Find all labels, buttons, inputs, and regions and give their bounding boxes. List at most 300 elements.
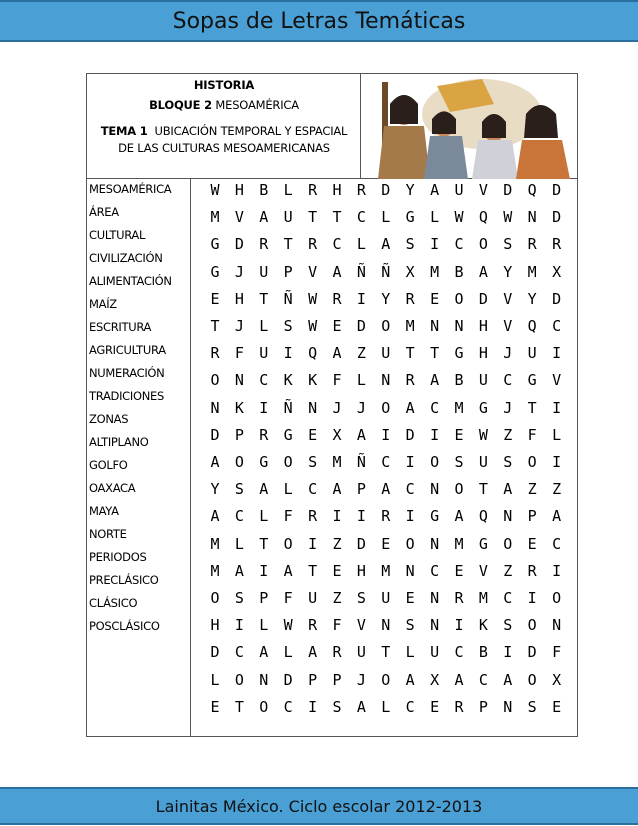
grid-letter[interactable]: B — [454, 262, 464, 281]
grid-letter[interactable]: R — [405, 371, 415, 390]
grid-letter[interactable]: J — [503, 398, 513, 417]
grid-letter[interactable]: T — [259, 289, 269, 308]
grid-letter[interactable]: H — [210, 616, 220, 635]
grid-letter[interactable]: J — [503, 344, 513, 363]
grid-letter[interactable]: D — [283, 670, 293, 689]
grid-letter[interactable]: L — [283, 181, 293, 199]
grid-letter[interactable]: T — [259, 534, 269, 553]
grid-letter[interactable]: E — [552, 697, 562, 716]
grid-letter[interactable]: O — [381, 317, 391, 335]
grid-letter[interactable]: T — [405, 344, 415, 363]
grid-letter[interactable]: A — [259, 208, 269, 227]
grid-letter[interactable]: U — [478, 453, 488, 471]
grid-letter[interactable]: M — [454, 534, 464, 553]
grid-letter[interactable]: A — [454, 507, 464, 526]
grid-letter[interactable]: C — [234, 507, 244, 526]
grid-letter[interactable]: P — [527, 507, 537, 526]
grid-letter[interactable]: C — [503, 371, 513, 390]
grid-letter[interactable]: I — [259, 398, 269, 417]
grid-letter[interactable]: Q — [527, 181, 537, 199]
grid-letter[interactable]: A — [210, 507, 220, 526]
grid-letter[interactable]: M — [332, 453, 342, 471]
grid-letter[interactable]: U — [454, 181, 464, 199]
grid-letter[interactable]: P — [234, 425, 244, 444]
grid-letter[interactable]: L — [259, 616, 269, 635]
grid-letter[interactable]: I — [430, 235, 440, 254]
grid-letter[interactable]: Q — [308, 344, 318, 363]
grid-letter[interactable]: O — [478, 235, 488, 254]
grid-letter[interactable]: H — [478, 344, 488, 363]
grid-letter[interactable]: L — [356, 371, 366, 390]
grid-letter[interactable]: E — [454, 425, 464, 444]
grid-letter[interactable]: A — [332, 262, 342, 281]
grid-letter[interactable]: I — [356, 507, 366, 526]
grid-letter[interactable]: P — [308, 670, 318, 689]
grid-letter[interactable]: Z — [356, 344, 366, 363]
grid-letter[interactable]: C — [430, 398, 440, 417]
grid-letter[interactable]: R — [405, 289, 415, 308]
grid-letter[interactable]: B — [478, 643, 488, 662]
grid-letter[interactable]: L — [283, 643, 293, 662]
grid-letter[interactable]: G — [478, 398, 488, 417]
grid-letter[interactable]: E — [430, 289, 440, 308]
grid-letter[interactable]: Y — [210, 480, 220, 499]
grid-letter[interactable]: U — [283, 208, 293, 227]
grid-letter[interactable]: L — [283, 480, 293, 499]
grid-letter[interactable]: I — [356, 289, 366, 308]
grid-letter[interactable]: F — [283, 589, 293, 607]
grid-letter[interactable]: I — [552, 453, 562, 471]
grid-letter[interactable]: U — [527, 344, 537, 363]
grid-letter[interactable]: V — [356, 616, 366, 635]
grid-letter[interactable]: A — [430, 181, 440, 199]
grid-letter[interactable]: I — [552, 398, 562, 417]
grid-letter[interactable]: G — [259, 453, 269, 471]
grid-letter[interactable]: I — [527, 589, 537, 607]
grid-letter[interactable]: L — [381, 697, 391, 716]
grid-letter[interactable]: A — [356, 697, 366, 716]
grid-letter[interactable]: B — [454, 371, 464, 390]
grid-letter[interactable]: N — [259, 670, 269, 689]
grid-letter[interactable]: K — [308, 371, 318, 390]
grid-letter[interactable]: O — [454, 480, 464, 499]
grid-letter[interactable]: O — [405, 534, 415, 553]
grid-letter[interactable]: A — [503, 480, 513, 499]
grid-letter[interactable]: D — [356, 317, 366, 335]
grid-letter[interactable]: O — [234, 453, 244, 471]
grid-letter[interactable]: M — [405, 317, 415, 335]
grid-letter[interactable]: D — [478, 289, 488, 308]
grid-letter[interactable]: R — [527, 561, 537, 580]
grid-letter[interactable]: D — [552, 181, 562, 199]
grid-letter[interactable]: U — [356, 643, 366, 662]
grid-letter[interactable]: I — [381, 425, 391, 444]
grid-letter[interactable]: E — [308, 425, 318, 444]
grid-letter[interactable]: E — [210, 697, 220, 716]
grid-letter[interactable]: N — [308, 398, 318, 417]
grid-letter[interactable]: A — [381, 480, 391, 499]
grid-letter[interactable]: Ñ — [283, 289, 293, 308]
grid-letter[interactable]: L — [405, 643, 415, 662]
grid-letter[interactable]: W — [283, 616, 293, 635]
grid-letter[interactable]: Q — [478, 507, 488, 526]
grid-letter[interactable]: J — [234, 317, 244, 335]
grid-letter[interactable]: N — [430, 616, 440, 635]
grid-letter[interactable]: T — [234, 697, 244, 716]
grid-letter[interactable]: F — [234, 344, 244, 363]
grid-letter[interactable]: D — [234, 235, 244, 254]
grid-letter[interactable]: W — [454, 208, 464, 227]
grid-letter[interactable]: L — [430, 208, 440, 227]
grid-letter[interactable]: L — [259, 507, 269, 526]
grid-letter[interactable]: H — [234, 181, 244, 199]
grid-letter[interactable]: O — [381, 670, 391, 689]
grid-letter[interactable]: A — [405, 398, 415, 417]
grid-letter[interactable]: P — [283, 262, 293, 281]
grid-letter[interactable]: L — [210, 670, 220, 689]
grid-letter[interactable]: J — [234, 262, 244, 281]
grid-letter[interactable]: O — [381, 398, 391, 417]
grid-letter[interactable]: T — [283, 235, 293, 254]
grid-letter[interactable]: I — [552, 344, 562, 363]
grid-letter[interactable]: I — [405, 507, 415, 526]
grid-letter[interactable]: J — [332, 398, 342, 417]
grid-letter[interactable]: I — [332, 507, 342, 526]
grid-letter[interactable]: O — [527, 453, 537, 471]
grid-letter[interactable]: O — [527, 670, 537, 689]
grid-letter[interactable]: S — [234, 480, 244, 499]
grid-letter[interactable]: R — [552, 235, 562, 254]
grid-letter[interactable]: O — [552, 589, 562, 607]
grid-letter[interactable]: R — [259, 235, 269, 254]
grid-letter[interactable]: P — [356, 480, 366, 499]
grid-letter[interactable]: K — [234, 398, 244, 417]
grid-letter[interactable]: M — [430, 262, 440, 281]
grid-letter[interactable]: W — [308, 289, 318, 308]
grid-letter[interactable]: S — [503, 453, 513, 471]
grid-letter[interactable]: E — [332, 317, 342, 335]
grid-letter[interactable]: P — [332, 670, 342, 689]
grid-letter[interactable]: K — [283, 371, 293, 390]
grid-letter[interactable]: O — [503, 534, 513, 553]
grid-letter[interactable]: X — [552, 262, 562, 281]
grid-letter[interactable]: A — [308, 643, 318, 662]
grid-letter[interactable]: N — [234, 371, 244, 390]
grid-letter[interactable]: Z — [332, 534, 342, 553]
grid-letter[interactable]: K — [478, 616, 488, 635]
grid-letter[interactable]: R — [527, 235, 537, 254]
grid-letter[interactable]: V — [308, 262, 318, 281]
grid-letter[interactable]: I — [308, 534, 318, 553]
grid-letter[interactable]: C — [259, 371, 269, 390]
grid-letter[interactable]: J — [356, 398, 366, 417]
grid-letter[interactable]: I — [552, 561, 562, 580]
grid-letter[interactable]: A — [332, 344, 342, 363]
grid-letter[interactable]: Ñ — [356, 453, 366, 471]
grid-letter[interactable]: R — [308, 507, 318, 526]
grid-letter[interactable]: T — [381, 643, 391, 662]
grid-letter[interactable]: A — [259, 480, 269, 499]
grid-letter[interactable]: M — [527, 262, 537, 281]
grid-letter[interactable]: H — [332, 181, 342, 199]
grid-letter[interactable]: F — [332, 616, 342, 635]
grid-letter[interactable]: S — [503, 616, 513, 635]
grid-letter[interactable]: I — [405, 453, 415, 471]
grid-letter[interactable]: V — [234, 208, 244, 227]
grid-letter[interactable]: Y — [381, 289, 391, 308]
grid-letter[interactable]: G — [210, 262, 220, 281]
grid-letter[interactable]: I — [308, 697, 318, 716]
grid-letter[interactable]: O — [210, 589, 220, 607]
grid-letter[interactable]: M — [210, 208, 220, 227]
grid-letter[interactable]: P — [478, 697, 488, 716]
grid-letter[interactable]: E — [210, 289, 220, 308]
grid-letter[interactable]: G — [430, 507, 440, 526]
grid-letter[interactable]: N — [381, 616, 391, 635]
grid-letter[interactable]: D — [381, 181, 391, 199]
grid-letter[interactable]: A — [381, 235, 391, 254]
grid-letter[interactable]: W — [308, 317, 318, 335]
grid-letter[interactable]: T — [332, 208, 342, 227]
grid-letter[interactable]: D — [552, 289, 562, 308]
grid-letter[interactable]: B — [259, 181, 269, 199]
grid-letter[interactable]: P — [259, 589, 269, 607]
grid-letter[interactable]: E — [454, 561, 464, 580]
grid-letter[interactable]: G — [454, 344, 464, 363]
grid-letter[interactable]: R — [332, 289, 342, 308]
grid-letter[interactable]: U — [381, 589, 391, 607]
grid-letter[interactable]: O — [259, 697, 269, 716]
grid-letter[interactable]: A — [234, 561, 244, 580]
grid-letter[interactable]: C — [405, 480, 415, 499]
grid-letter[interactable]: A — [454, 670, 464, 689]
grid-letter[interactable]: A — [332, 480, 342, 499]
grid-letter[interactable]: O — [234, 670, 244, 689]
grid-letter[interactable]: M — [210, 561, 220, 580]
grid-letter[interactable]: A — [430, 371, 440, 390]
grid-letter[interactable]: S — [308, 453, 318, 471]
grid-letter[interactable]: F — [283, 507, 293, 526]
grid-letter[interactable]: I — [430, 425, 440, 444]
grid-letter[interactable]: E — [430, 697, 440, 716]
grid-letter[interactable]: J — [356, 670, 366, 689]
grid-letter[interactable]: G — [283, 425, 293, 444]
grid-letter[interactable]: W — [210, 181, 220, 199]
grid-letter[interactable]: X — [332, 425, 342, 444]
grid-letter[interactable]: O — [430, 453, 440, 471]
grid-letter[interactable]: I — [259, 561, 269, 580]
grid-letter[interactable]: Ñ — [381, 262, 391, 281]
grid-letter[interactable]: H — [356, 561, 366, 580]
grid-letter[interactable]: Ñ — [283, 398, 293, 417]
grid-letter[interactable]: A — [356, 425, 366, 444]
grid-letter[interactable]: C — [552, 317, 562, 335]
grid-letter[interactable]: U — [478, 371, 488, 390]
grid-letter[interactable]: N — [381, 371, 391, 390]
grid-letter[interactable]: F — [527, 425, 537, 444]
grid-letter[interactable]: Z — [527, 480, 537, 499]
grid-letter[interactable]: T — [527, 398, 537, 417]
grid-letter[interactable]: A — [405, 670, 415, 689]
grid-letter[interactable]: C — [308, 480, 318, 499]
grid-letter[interactable]: Z — [503, 425, 513, 444]
grid-letter[interactable]: E — [405, 589, 415, 607]
grid-letter[interactable]: D — [356, 534, 366, 553]
grid-letter[interactable]: M — [210, 534, 220, 553]
grid-letter[interactable]: S — [527, 697, 537, 716]
grid-letter[interactable]: E — [381, 534, 391, 553]
grid-letter[interactable]: F — [552, 643, 562, 662]
grid-letter[interactable]: C — [454, 643, 464, 662]
grid-letter[interactable]: A — [552, 507, 562, 526]
grid-letter[interactable]: D — [405, 425, 415, 444]
grid-letter[interactable]: V — [503, 317, 513, 335]
grid-letter[interactable]: A — [478, 262, 488, 281]
grid-letter[interactable]: C — [430, 561, 440, 580]
grid-letter[interactable]: V — [552, 371, 562, 390]
grid-letter[interactable]: I — [503, 643, 513, 662]
grid-letter[interactable]: N — [405, 561, 415, 580]
grid-letter[interactable]: D — [527, 643, 537, 662]
grid-letter[interactable]: R — [332, 643, 342, 662]
grid-letter[interactable]: C — [478, 670, 488, 689]
grid-letter[interactable]: D — [210, 425, 220, 444]
grid-letter[interactable]: F — [332, 371, 342, 390]
grid-letter[interactable]: L — [356, 235, 366, 254]
grid-letter[interactable]: X — [430, 670, 440, 689]
grid-letter[interactable]: Q — [478, 208, 488, 227]
grid-letter[interactable]: R — [454, 697, 464, 716]
grid-letter[interactable]: C — [356, 208, 366, 227]
grid-letter[interactable]: R — [308, 616, 318, 635]
grid-letter[interactable]: L — [381, 208, 391, 227]
grid-letter[interactable]: L — [259, 317, 269, 335]
grid-letter[interactable]: U — [259, 262, 269, 281]
grid-letter[interactable]: X — [405, 262, 415, 281]
grid-letter[interactable]: N — [503, 507, 513, 526]
grid-letter[interactable]: M — [381, 561, 391, 580]
grid-letter[interactable]: Z — [552, 480, 562, 499]
grid-letter[interactable]: S — [234, 589, 244, 607]
grid-letter[interactable]: C — [503, 589, 513, 607]
grid-letter[interactable]: N — [503, 697, 513, 716]
grid-letter[interactable]: R — [259, 425, 269, 444]
grid-letter[interactable]: S — [283, 317, 293, 335]
grid-letter[interactable]: Z — [503, 561, 513, 580]
grid-letter[interactable]: N — [454, 317, 464, 335]
grid-letter[interactable]: A — [283, 561, 293, 580]
grid-letter[interactable]: C — [234, 643, 244, 662]
grid-letter[interactable]: L — [552, 425, 562, 444]
grid-letter[interactable]: T — [308, 561, 318, 580]
grid-letter[interactable]: A — [503, 670, 513, 689]
grid-letter[interactable]: N — [527, 208, 537, 227]
grid-letter[interactable]: I — [234, 616, 244, 635]
grid-letter[interactable]: G — [210, 235, 220, 254]
grid-letter[interactable]: C — [332, 235, 342, 254]
grid-letter[interactable]: G — [405, 208, 415, 227]
grid-letter[interactable]: V — [478, 561, 488, 580]
grid-letter[interactable]: O — [527, 616, 537, 635]
grid-letter[interactable]: V — [478, 181, 488, 199]
grid-letter[interactable]: R — [308, 181, 318, 199]
grid-letter[interactable]: N — [552, 616, 562, 635]
grid-letter[interactable]: W — [503, 208, 513, 227]
grid-letter[interactable]: L — [234, 534, 244, 553]
grid-letter[interactable]: R — [454, 589, 464, 607]
grid-letter[interactable]: Q — [527, 317, 537, 335]
grid-letter[interactable]: W — [478, 425, 488, 444]
grid-letter[interactable]: N — [430, 534, 440, 553]
grid-letter[interactable]: G — [478, 534, 488, 553]
grid-letter[interactable]: R — [210, 344, 220, 363]
grid-letter[interactable]: D — [210, 643, 220, 662]
grid-letter[interactable]: S — [405, 235, 415, 254]
grid-letter[interactable]: R — [381, 507, 391, 526]
grid-letter[interactable]: E — [527, 534, 537, 553]
grid-letter[interactable]: T — [210, 317, 220, 335]
grid-letter[interactable]: U — [259, 344, 269, 363]
grid-letter[interactable]: Z — [332, 589, 342, 607]
grid-letter[interactable]: O — [283, 534, 293, 553]
grid-letter[interactable]: T — [430, 344, 440, 363]
grid-letter[interactable]: C — [283, 697, 293, 716]
grid-letter[interactable]: S — [503, 235, 513, 254]
grid-letter[interactable]: H — [234, 289, 244, 308]
grid-letter[interactable]: E — [332, 561, 342, 580]
grid-letter[interactable]: R — [356, 181, 366, 199]
grid-letter[interactable]: S — [454, 453, 464, 471]
grid-letter[interactable]: A — [259, 643, 269, 662]
grid-letter[interactable]: S — [405, 616, 415, 635]
grid-letter[interactable]: D — [552, 208, 562, 227]
grid-letter[interactable]: Y — [527, 289, 537, 308]
grid-letter[interactable]: T — [478, 480, 488, 499]
grid-letter[interactable]: M — [478, 589, 488, 607]
grid-letter[interactable]: T — [308, 208, 318, 227]
grid-letter[interactable]: O — [454, 289, 464, 308]
grid-letter[interactable]: U — [430, 643, 440, 662]
grid-letter[interactable]: X — [552, 670, 562, 689]
grid-letter[interactable]: C — [405, 697, 415, 716]
grid-letter[interactable]: Y — [405, 181, 415, 199]
grid-letter[interactable]: D — [503, 181, 513, 199]
grid-letter[interactable]: N — [210, 398, 220, 417]
grid-letter[interactable]: Y — [503, 262, 513, 281]
grid-letter[interactable]: V — [503, 289, 513, 308]
grid-letter[interactable]: S — [332, 697, 342, 716]
grid-letter[interactable]: O — [283, 453, 293, 471]
grid-letter[interactable]: C — [454, 235, 464, 254]
grid-letter[interactable]: N — [430, 480, 440, 499]
grid-letter[interactable]: G — [527, 371, 537, 390]
grid-letter[interactable]: S — [356, 589, 366, 607]
grid-letter[interactable]: H — [478, 317, 488, 335]
grid-letter[interactable]: I — [454, 616, 464, 635]
grid-letter[interactable]: U — [381, 344, 391, 363]
grid-letter[interactable]: O — [210, 371, 220, 390]
grid-letter[interactable]: C — [552, 534, 562, 553]
grid-letter[interactable]: C — [381, 453, 391, 471]
grid-letter[interactable]: Ñ — [356, 262, 366, 281]
grid-letter[interactable]: A — [210, 453, 220, 471]
grid-letter[interactable]: I — [283, 344, 293, 363]
grid-letter[interactable]: N — [430, 317, 440, 335]
grid-letter[interactable]: U — [308, 589, 318, 607]
grid-letter[interactable]: N — [430, 589, 440, 607]
grid-letter[interactable]: R — [308, 235, 318, 254]
grid-letter[interactable]: M — [454, 398, 464, 417]
